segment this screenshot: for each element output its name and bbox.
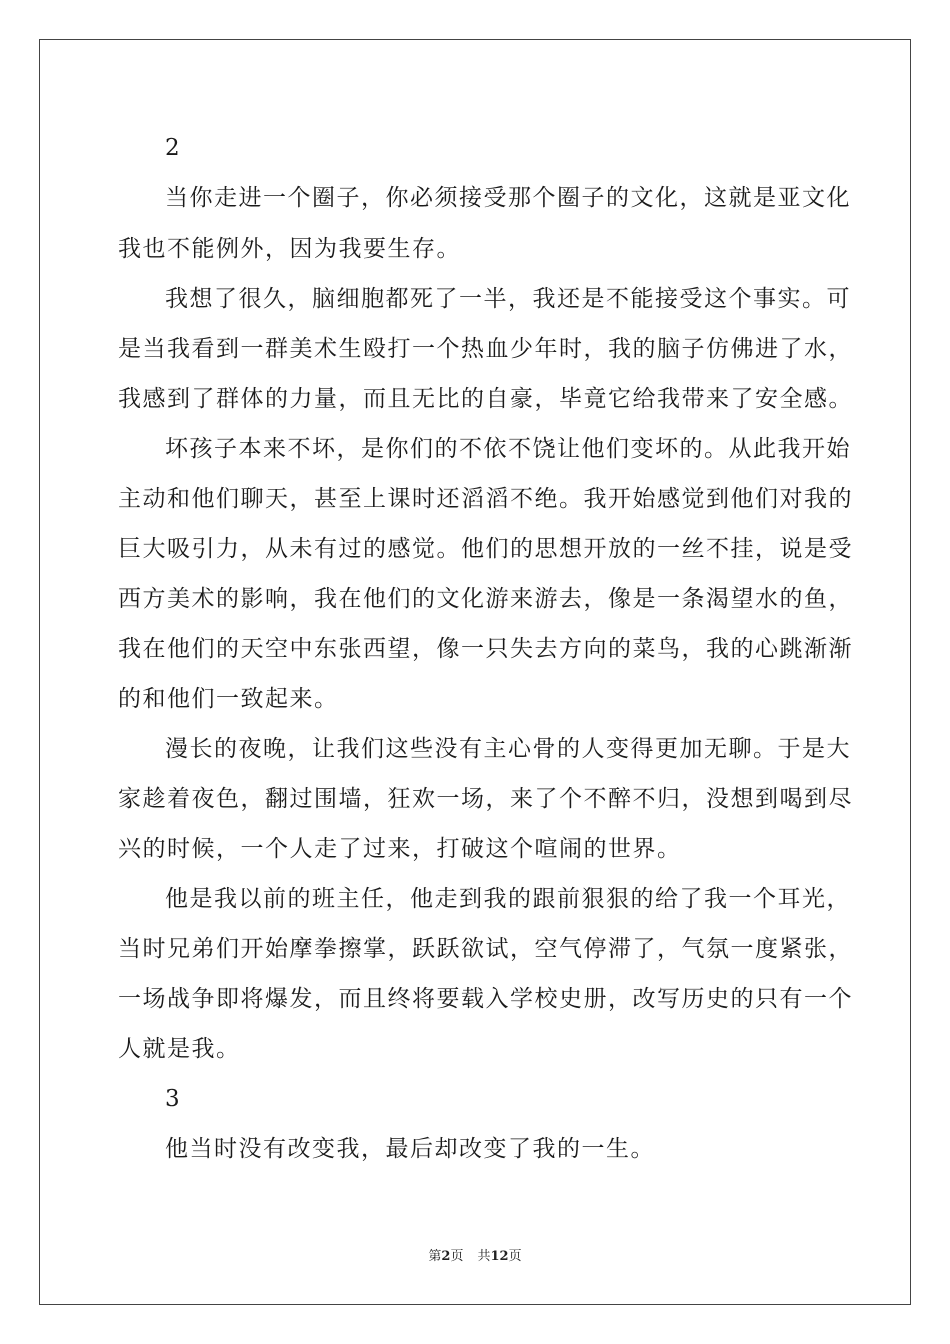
paragraph-line: 人就是我。 xyxy=(118,1036,241,1062)
total-pages: 12 xyxy=(490,1249,509,1264)
total-pages-prefix: 共 xyxy=(477,1249,491,1264)
paragraph-line: 我想了很久，脑细胞都死了一半，我还是不能接受这个事实。可 xyxy=(165,286,851,312)
page-number-prefix: 第 xyxy=(428,1249,442,1264)
paragraph-line: 我也不能例外，因为我要生存。 xyxy=(118,236,461,262)
page-border xyxy=(39,39,911,1305)
paragraph-line: 我在他们的天空中东张西望，像一只失去方向的菜鸟，我的心跳渐渐 xyxy=(118,636,853,662)
paragraph-line: 当时兄弟们开始摩拳擦掌，跃跃欲试，空气停滞了，气氛一度紧张， xyxy=(118,936,853,962)
paragraph-line: 是当我看到一群美术生殴打一个热血少年时，我的脑子仿佛进了水， xyxy=(118,336,853,362)
paragraph-line: 西方美术的影响，我在他们的文化游来游去，像是一条渴望水的鱼， xyxy=(118,586,853,612)
page-number-suffix: 页 xyxy=(450,1249,464,1264)
paragraph-line: 我感到了群体的力量，而且无比的自豪，毕竟它给我带来了安全感。 xyxy=(118,386,853,412)
paragraph-line: 一场战争即将爆发，而且终将要载入学校史册，改写历史的只有一个 xyxy=(118,986,853,1012)
paragraph-line: 兴的时候，一个人走了过来，打破这个喧闹的世界。 xyxy=(118,836,682,862)
total-pages-suffix: 页 xyxy=(508,1249,522,1264)
section-number: 3 xyxy=(165,1086,182,1112)
paragraph-line: 的和他们一致起来。 xyxy=(118,686,339,712)
paragraph-line: 巨大吸引力，从未有过的感觉。他们的思想开放的一丝不挂，说是受 xyxy=(118,536,853,562)
paragraph-line: 家趁着夜色，翻过围墙，狂欢一场，来了个不醉不归，没想到喝到尽 xyxy=(118,786,853,812)
paragraph-line: 他是我以前的班主任，他走到我的跟前狠狠的给了我一个耳光， xyxy=(165,886,851,912)
paragraph-line: 漫长的夜晚，让我们这些没有主心骨的人变得更加无聊。于是大 xyxy=(165,736,851,762)
page-number-current: 2 xyxy=(441,1249,451,1264)
paragraph-line: 他当时没有改变我，最后却改变了我的一生。 xyxy=(165,1136,655,1162)
paragraph-line: 当你走进一个圈子，你必须接受那个圈子的文化，这就是亚文化 xyxy=(165,185,851,211)
paragraph-line: 主动和他们聊天，甚至上课时还滔滔不绝。我开始感觉到他们对我的 xyxy=(118,486,853,512)
paragraph-line: 坏孩子本来不坏，是你们的不依不饶让他们变坏的。从此我开始 xyxy=(165,436,851,462)
section-number: 2 xyxy=(165,135,182,161)
page-footer xyxy=(0,1248,950,1266)
